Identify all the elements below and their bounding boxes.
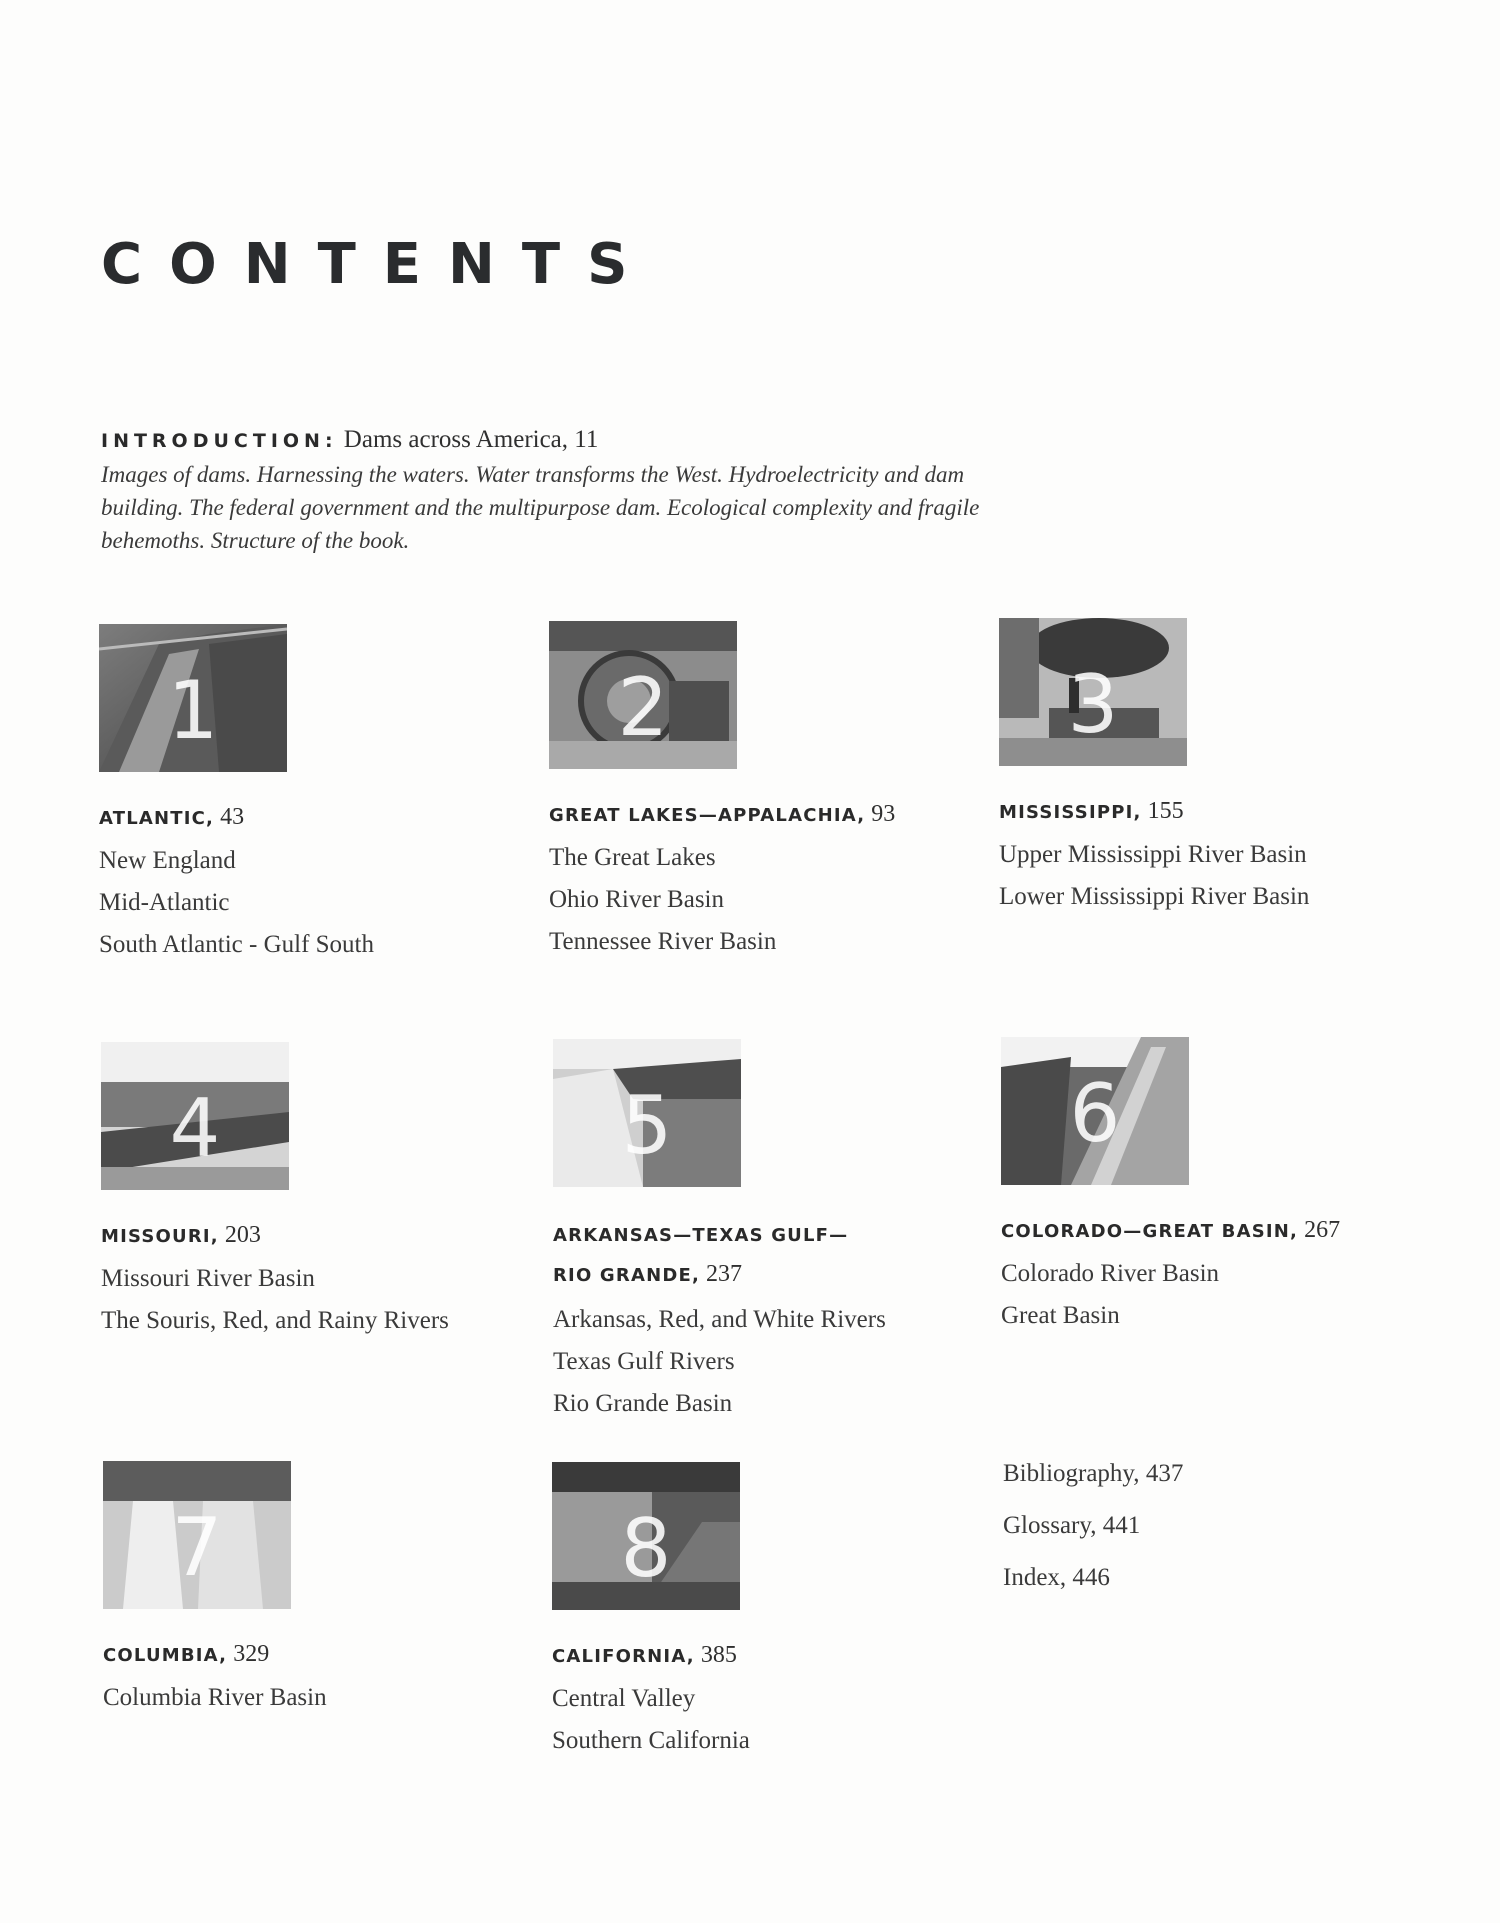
chapter-title: COLUMBIA, — [103, 1645, 228, 1666]
subsection-item: Tennessee River Basin — [549, 928, 777, 955]
subsection-item: Arkansas, Red, and White Rivers — [553, 1306, 886, 1333]
chapter-page: 93 — [871, 801, 896, 827]
back-matter-item: Bibliography, 437 — [1003, 1460, 1184, 1487]
chapter-number: 4 — [169, 1082, 221, 1175]
subsection-item: Central Valley — [552, 1685, 696, 1712]
chapter-page: 155 — [1147, 798, 1184, 824]
page-title: CONTENTS — [101, 232, 655, 297]
back-matter — [1003, 1448, 1183, 1604]
chapter-title: MISSOURI, — [101, 1226, 219, 1247]
subsection-item: Columbia River Basin — [103, 1684, 327, 1711]
chapter-page: 203 — [224, 1222, 261, 1248]
chapter-number: 6 — [1069, 1067, 1121, 1160]
chapter-page: 329 — [233, 1641, 270, 1667]
subsection-item: Lower Mississippi River Basin — [999, 883, 1310, 910]
subsection-item: Rio Grande Basin — [553, 1390, 733, 1417]
subsection-item: New England — [99, 847, 236, 874]
subsection-item: South Atlantic - Gulf South — [99, 931, 374, 958]
chapter-number: 2 — [617, 661, 669, 754]
chapter-title: COLORADO—GREAT BASIN, — [1001, 1221, 1299, 1242]
chapter-number: 7 — [171, 1501, 223, 1594]
chapter-number: 3 — [1067, 658, 1119, 751]
chapter-number: 1 — [167, 664, 219, 757]
chapter-number: 8 — [620, 1502, 672, 1595]
chapter-page: 237 — [706, 1261, 743, 1287]
introduction-page: 11 — [574, 426, 599, 453]
subsection-item: Upper Mississippi River Basin — [999, 841, 1307, 868]
chapter-title: MISSISSIPPI, — [999, 802, 1142, 823]
subsection-item: The Souris, Red, and Rainy Rivers — [101, 1307, 449, 1334]
introduction-entry — [101, 423, 981, 557]
chapter-page: 385 — [700, 1642, 737, 1668]
subsection-item: Southern California — [552, 1727, 750, 1754]
introduction-label: INTRODUCTION: — [101, 430, 338, 452]
introduction-title: Dams across America, — [343, 426, 569, 453]
back-matter-item: Index, 446 — [1003, 1564, 1110, 1591]
chapter-title: CALIFORNIA, — [552, 1646, 695, 1667]
chapter-page: 267 — [1304, 1217, 1341, 1243]
subsection-item: Colorado River Basin — [1001, 1260, 1220, 1287]
subsection-item: Texas Gulf Rivers — [553, 1348, 735, 1375]
chapter-title: ATLANTIC, — [99, 808, 215, 829]
subsection-item: Great Basin — [1001, 1302, 1120, 1329]
introduction-summary: Images of dams. Harnessing the waters. Water transforms the West. Hydroelectricity and dam building. The federal government and the multipurpose dam. Ecological complexity and fragile behemoths. Structure of the book. — [101, 462, 980, 553]
subsection-item: The Great Lakes — [549, 844, 716, 871]
chapter-page: 43 — [220, 804, 245, 830]
subsection-item: Missouri River Basin — [101, 1265, 315, 1292]
subsection-item: Mid-Atlantic — [99, 889, 230, 916]
chapter-title: GREAT LAKES—APPALACHIA, — [549, 805, 866, 826]
chapter-number: 5 — [621, 1079, 673, 1172]
back-matter-item: Glossary, 441 — [1003, 1512, 1141, 1539]
chapter-title: ARKANSAS—TEXAS GULF—RIO GRANDE, — [553, 1225, 849, 1286]
subsection-item: Ohio River Basin — [549, 886, 724, 913]
